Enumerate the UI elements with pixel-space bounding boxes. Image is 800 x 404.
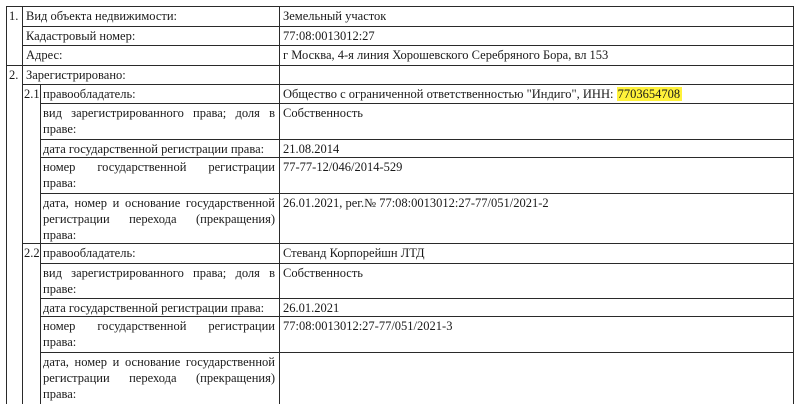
transfer-label-line1: дата, номер и основание государственной bbox=[43, 196, 275, 210]
row-number-1: 1. bbox=[9, 9, 19, 23]
row-divider bbox=[40, 139, 793, 140]
table-border-right bbox=[793, 6, 794, 404]
row-divider bbox=[40, 298, 793, 299]
right-type-value: Собственность bbox=[283, 106, 363, 120]
registered-label: Зарегистрировано: bbox=[26, 68, 126, 82]
reg-date-value: 21.08.2014 bbox=[283, 142, 340, 156]
row-divider bbox=[40, 263, 793, 264]
right-type-label-line2: праве: bbox=[43, 282, 77, 296]
row-divider bbox=[40, 103, 793, 104]
transfer-label-line3: права: bbox=[43, 387, 77, 401]
transfer-label-line2: регистрации перехода (прекращения) bbox=[43, 212, 275, 226]
row-divider bbox=[22, 243, 793, 244]
right-type-label-line1: вид зарегистрированного права; доля в bbox=[43, 106, 275, 120]
row-divider bbox=[22, 45, 793, 46]
object-type-value: Земельный участок bbox=[283, 9, 387, 23]
owner-inn-highlighted: 7703654708 bbox=[617, 87, 681, 101]
transfer-label-line1: дата, номер и основание государственной bbox=[43, 355, 275, 369]
table-border-left bbox=[6, 6, 7, 404]
owner-value: Стеванд Корпорейшн ЛТД bbox=[283, 246, 425, 260]
owner-label: правообладатель: bbox=[43, 87, 136, 101]
row-divider bbox=[40, 316, 793, 317]
col-divider-value bbox=[279, 6, 280, 404]
owner-value bbox=[283, 86, 682, 102]
transfer-label-line2: регистрации перехода (прекращения) bbox=[43, 371, 275, 385]
reg-number-label-line1: номер государственной регистрации bbox=[43, 319, 275, 333]
row-number-2: 2. bbox=[9, 68, 19, 82]
row-divider bbox=[6, 65, 793, 66]
reg-number-label-line1: номер государственной регистрации bbox=[43, 160, 275, 174]
transfer-value: 26.01.2021, рег.№ 77:08:0013012:27-77/051/2021-2 bbox=[283, 196, 549, 210]
right-type-label-line2: праве: bbox=[43, 122, 77, 136]
address-label: Адрес: bbox=[26, 48, 63, 62]
reg-number-label-line2: права: bbox=[43, 176, 77, 190]
address-value: г Москва, 4-я линия Хорошевского Серебряного Бора, вл 153 bbox=[283, 48, 609, 62]
col-divider-subnum bbox=[40, 84, 41, 404]
right-type-value: Собственность bbox=[283, 266, 363, 280]
row-divider bbox=[40, 157, 793, 158]
owner-name: Общество с ограниченной ответственностью "Индиго", ИНН: bbox=[283, 87, 617, 101]
reg-date-label: дата государственной регистрации права: bbox=[43, 142, 265, 156]
row-divider bbox=[22, 84, 793, 85]
row-divider bbox=[40, 352, 793, 353]
cadastral-number-label: Кадастровый номер: bbox=[26, 29, 136, 43]
cadastral-number-value: 77:08:0013012:27 bbox=[283, 29, 375, 43]
reg-date-value: 26.01.2021 bbox=[283, 301, 340, 315]
owner-label: правообладатель: bbox=[43, 246, 136, 260]
row-divider bbox=[22, 26, 793, 27]
reg-number-value: 77-77-12/046/2014-529 bbox=[283, 160, 403, 174]
table-border-top bbox=[6, 6, 793, 7]
reg-number-value: 77:08:0013012:27-77/051/2021-3 bbox=[283, 319, 453, 333]
holder-number: 2.2 bbox=[24, 246, 40, 260]
right-type-label-line1: вид зарегистрированного права; доля в bbox=[43, 266, 275, 280]
object-type-label: Вид объекта недвижимости: bbox=[26, 9, 178, 23]
transfer-label-line3: права: bbox=[43, 228, 77, 242]
row-divider bbox=[40, 193, 793, 194]
holder-number: 2.1 bbox=[24, 87, 40, 101]
reg-number-label-line2: права: bbox=[43, 335, 77, 349]
reg-date-label: дата государственной регистрации права: bbox=[43, 301, 265, 315]
col-divider-num bbox=[22, 6, 23, 404]
